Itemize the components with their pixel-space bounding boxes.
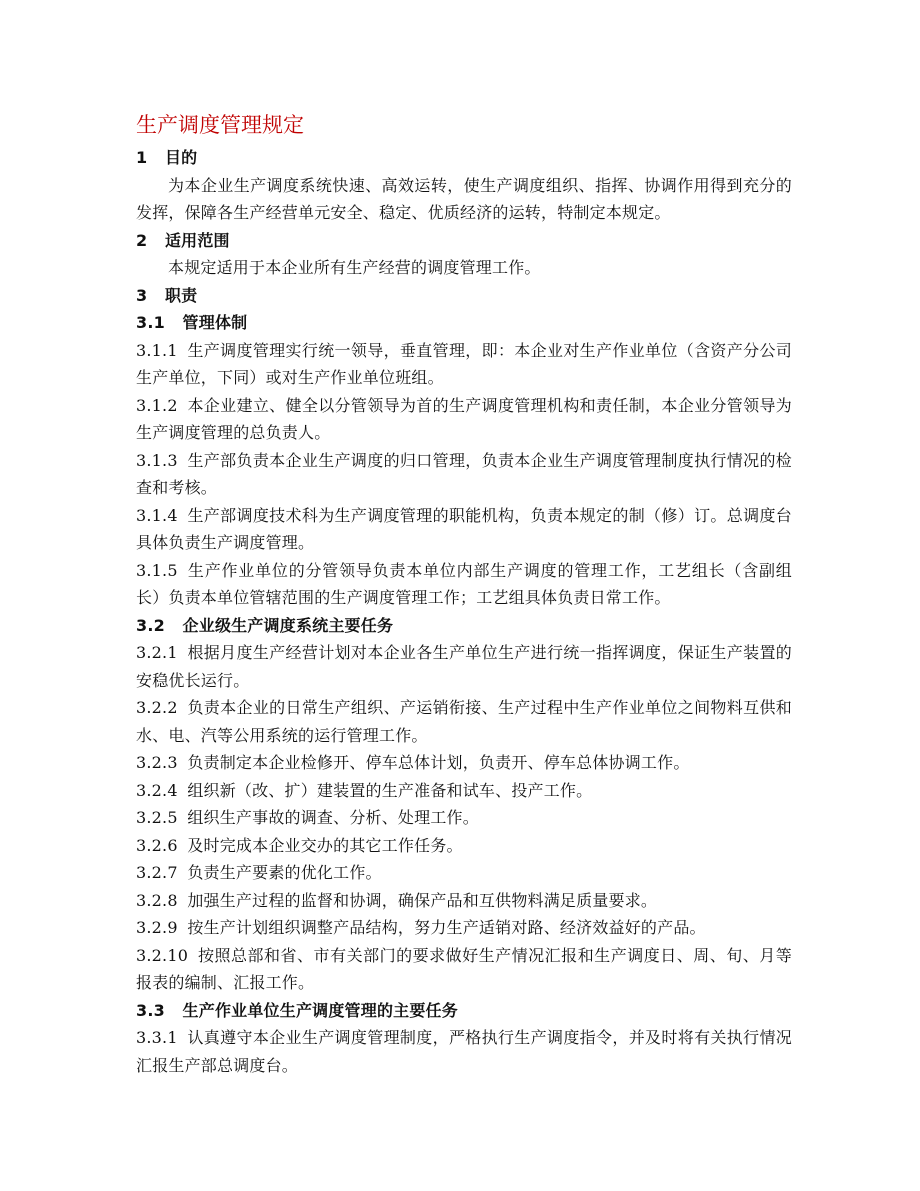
clause-text: 生产作业单位的分管领导负责本单位内部生产调度的管理工作，工艺组长（含副组长）负责本单位管辖范围的生产调度管理工作；工艺组具体负责日常工作。 [136,560,792,607]
section-1-text: 为本企业生产调度系统快速、高效运转，使生产调度组织、指挥、协调作用得到充分的发挥，保障各生产经营单元安全、稳定、优质经济的运转，特制定本规定。 [136,175,792,222]
section-2-text: 本规定适用于本企业所有生产经营的调度管理工作。 [168,258,541,277]
clause-3-1-4 [136,502,792,557]
clause-text: 按生产计划组织调整产品结构，努力生产适销对路、经济效益好的产品。 [187,918,706,937]
section-title: 生产作业单位生产调度管理的主要任务 [182,1000,458,1020]
clause-text: 本企业建立、健全以分管领导为首的生产调度管理机构和责任制，本企业分管领导为生产调度管理的总负责人。 [136,395,792,442]
clause-text: 生产调度管理实行统一领导，垂直管理，即：本企业对生产作业单位（含资产分公司生产单位，下同）或对生产作业单位班组。 [136,340,792,387]
clause-3-1-1 [136,337,792,392]
section-heading-2 [136,227,792,255]
clause-number: 3.2.9 [136,918,178,937]
clause-text: 认真遵守本企业生产调度管理制度，严格执行生产调度指令，并及时将有关执行情况汇报生产部总调度台。 [136,1028,792,1075]
clause-text: 生产部调度技术科为生产调度管理的职能机构，负责本规定的制（修）订。总调度台具体负责生产调度管理。 [136,505,792,552]
clause-number: 3.1.3 [136,450,178,470]
section-title: 适用范围 [164,230,230,250]
section-number: 3.1 [136,313,165,332]
clause-3-2-8 [136,887,792,915]
section-heading-3-1 [136,309,792,337]
clause-number: 3.1.1 [136,340,178,360]
section-heading-3-3 [136,997,792,1025]
clause-number: 3.2.10 [136,945,189,965]
clause-text: 负责生产要素的优化工作。 [187,863,382,882]
clause-3-2-7 [136,859,792,887]
clause-number: 3.2.2 [136,698,178,717]
clause-3-2-4 [136,777,792,805]
clause-3-2-10 [136,942,792,997]
section-heading-3 [136,282,792,310]
clause-number: 3.1.4 [136,505,178,525]
clause-3-2-1 [136,639,792,694]
clause-text: 负责本企业的日常生产组织、产运销衔接、生产过程中生产作业单位之间物料互供和水、电、汽等公用系统的运行管理工作。 [136,698,792,745]
section-number: 3.2 [136,615,165,635]
clause-text: 组织生产事故的调查、分析、处理工作。 [187,808,479,827]
clause-3-1-2 [136,392,792,447]
section-number: 1 [136,148,148,167]
section-number: 3.3 [136,1000,165,1020]
section-title: 职责 [164,285,198,305]
clause-text: 加强生产过程的监督和协调，确保产品和互供物料满足质量要求。 [187,890,658,910]
clause-text: 组织新（改、扩）建装置的生产准备和试车、投产工作。 [187,780,593,800]
section-heading-3-2 [136,612,792,640]
document-title: 生产调度管理规定 [136,113,304,137]
clause-number: 3.2.5 [136,808,178,827]
clause-number: 3.2.7 [136,863,178,882]
clause-text: 负责制定本企业检修开、停车总体计划，负责开、停车总体协调工作。 [187,753,690,772]
clause-3-2-6 [136,832,792,860]
section-title: 管理体制 [182,313,248,332]
clause-number: 3.2.6 [136,835,178,855]
clause-3-2-3 [136,749,792,777]
clause-text: 及时完成本企业交办的其它工作任务。 [187,835,463,855]
clause-text: 按照总部和省、市有关部门的要求做好生产情况汇报和生产调度日、周、旬、月等报表的编制、汇报工作。 [136,945,792,992]
clause-number: 3.1.2 [136,395,178,415]
clause-3-2-5 [136,804,792,832]
clause-3-3-1 [136,1024,792,1079]
section-title: 目的 [164,148,198,167]
clause-number: 3.2.8 [136,890,178,910]
section-number: 2 [136,230,148,250]
clause-text: 生产部负责本企业生产调度的归口管理，负责本企业生产调度管理制度执行情况的检查和考核。 [136,450,792,497]
section-number: 3 [136,285,148,305]
clause-number: 3.2.3 [136,753,178,772]
section-title: 企业级生产调度系统主要任务 [182,615,394,635]
clause-number: 3.2.4 [136,780,178,800]
clause-number: 3.3.1 [136,1028,178,1047]
clause-3-2-9 [136,914,792,942]
clause-number: 3.2.1 [136,643,178,662]
clause-number: 3.1.5 [136,560,178,580]
document-page [136,110,792,1079]
clause-3-1-3 [136,447,792,502]
clause-3-2-2 [136,694,792,749]
clause-3-1-5 [136,557,792,612]
clause-text: 根据月度生产经营计划对本企业各生产单位生产进行统一指挥调度，保证生产装置的安稳优长运行。 [136,643,792,690]
section-heading-1 [136,144,792,172]
